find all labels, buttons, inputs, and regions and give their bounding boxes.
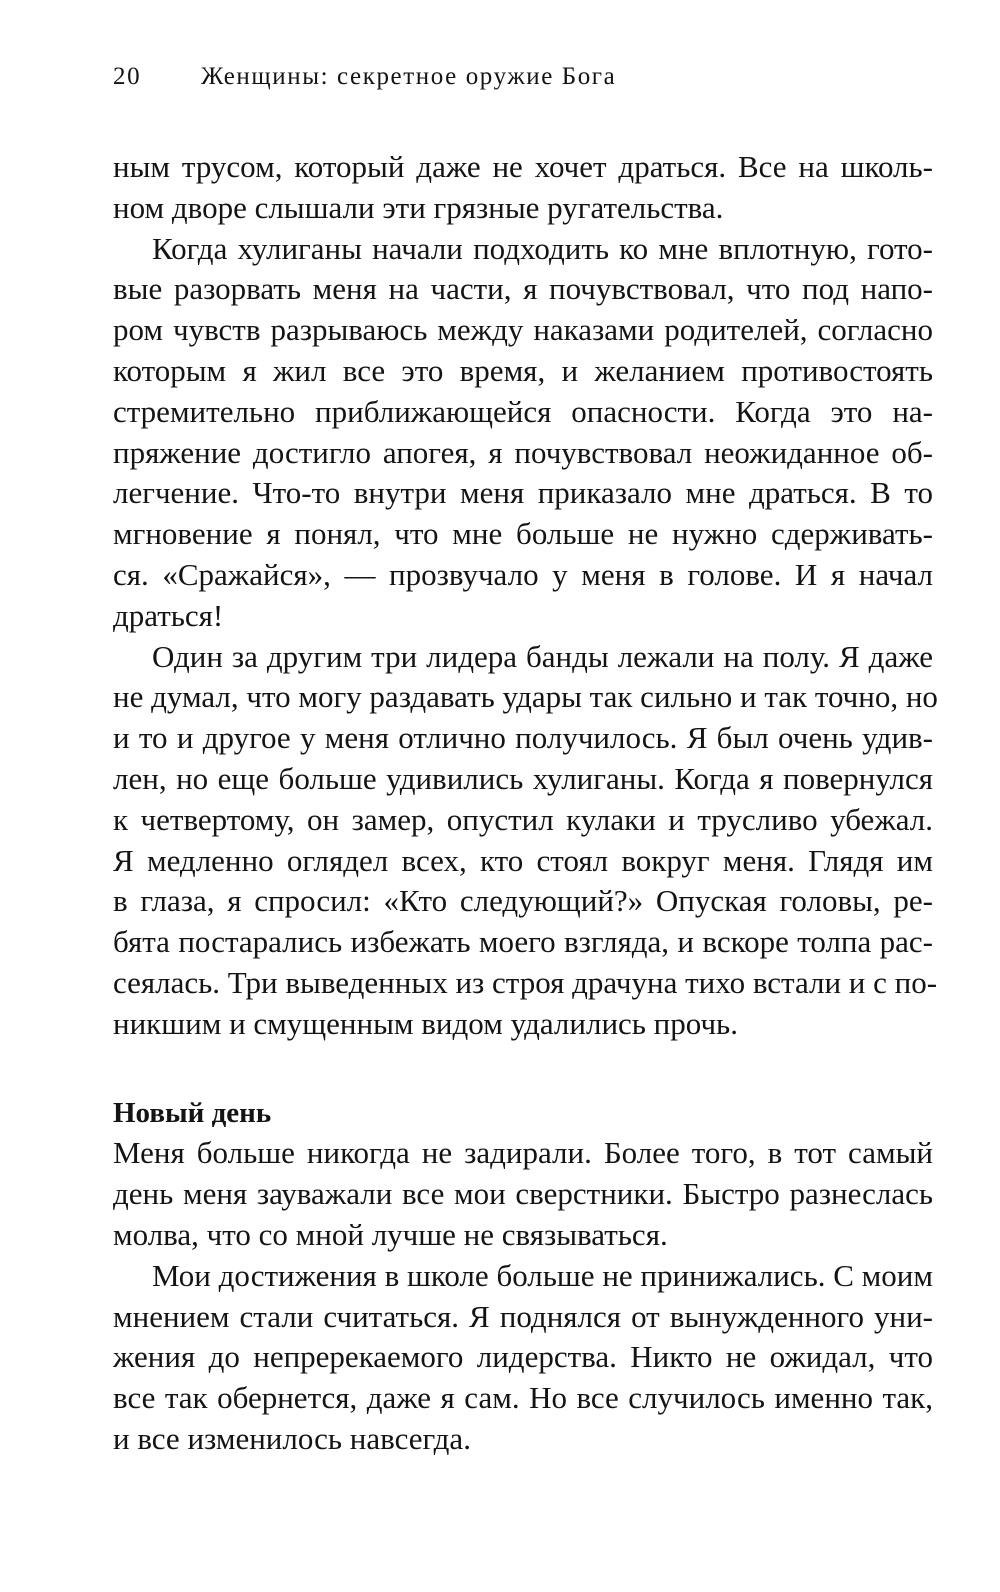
text-line: Мои достижения в школе больше не принижались. С моим xyxy=(152,1257,933,1293)
text-line: день меня зауважали все мои сверстники. Быстро разнеслась xyxy=(113,1176,933,1212)
text-line: ся. «Сражайся», — прозвучало у меня в голове. И я начал xyxy=(113,556,933,592)
text-line: сеялась. Три выведенных из строя драчуна тихо встали и с по- xyxy=(113,964,938,1000)
text-line: в глаза, я спросил: «Кто следующий?» Опуская головы, ре- xyxy=(113,883,933,919)
text-line: вые разорвать меня на части, я почувствовал, что под напо- xyxy=(113,271,933,307)
text-line: Когда хулиганы начали подходить ко мне вплотную, гото- xyxy=(152,230,933,266)
paragraph-continued xyxy=(113,147,933,229)
page-number: 20 xyxy=(113,63,142,90)
book-title: Женщины: секретное оружие Бога xyxy=(201,63,617,90)
text-line: стремительно приближающейся опасности. Когда это на- xyxy=(113,393,933,429)
text-line: к четвертому, он замер, опустил кулаки и трусливо убежал. xyxy=(113,801,933,837)
text-line: и то и другое у меня отлично получилось. Я был очень удив- xyxy=(113,720,933,756)
text-line: которым я жил все это время, и желанием противостоять xyxy=(113,352,933,388)
text-line: лен, но еще больше удивились хулиганы. Когда я повернулся xyxy=(113,760,933,796)
running-head xyxy=(113,60,943,94)
text-line: ным трусом, который даже не хочет драться. Все на школь- xyxy=(113,149,933,184)
text-line: молва, что со мной лучше не связываться. xyxy=(113,1216,668,1252)
paragraph xyxy=(113,1256,933,1460)
text-line: мнением стали считаться. Я поднялся от вынужденного уни- xyxy=(113,1298,933,1334)
section-heading: Новый день xyxy=(113,1096,272,1129)
text-line: легчение. Что-то внутри меня приказало мне драться. В то xyxy=(113,475,933,511)
text-line: жения до непререкаемого лидерства. Никто не ожидал, что xyxy=(113,1339,933,1375)
body-text xyxy=(113,147,938,1460)
paragraph xyxy=(113,637,938,1045)
text-line: ром чувств разрываюсь между наказами родителей, согласно xyxy=(113,312,933,348)
text-line: никшим и смущенным видом удалились прочь. xyxy=(113,1005,738,1041)
text-line: мгновение я понял, что мне больше не нужно сдерживать- xyxy=(113,516,933,552)
text-line: все так обернется, даже я сам. Но все случилось именно так, xyxy=(113,1380,933,1416)
text-line: Я медленно оглядел всех, кто стоял вокруг меня. Глядя им xyxy=(113,842,933,878)
text-line: не думал, что могу раздавать удары так сильно и так точно, но xyxy=(113,679,938,715)
text-line: Один за другим три лидера банды лежали на полу. Я даже xyxy=(152,638,933,674)
text-line: пряжение достигло апогея, я почувствовал неожиданное об- xyxy=(113,434,933,470)
text-line: и все изменилось навсегда. xyxy=(113,1420,471,1456)
paragraph xyxy=(113,1133,933,1255)
paragraph xyxy=(113,229,933,637)
text-line: ном дворе слышали эти грязные ругательства. xyxy=(113,189,724,225)
text-line: Меня больше никогда не задирали. Более того, в тот самый xyxy=(113,1135,933,1171)
text-line: драться! xyxy=(113,597,224,633)
text-line: бята постарались избежать моего взгляда, и вскоре толпа рас- xyxy=(113,924,933,960)
